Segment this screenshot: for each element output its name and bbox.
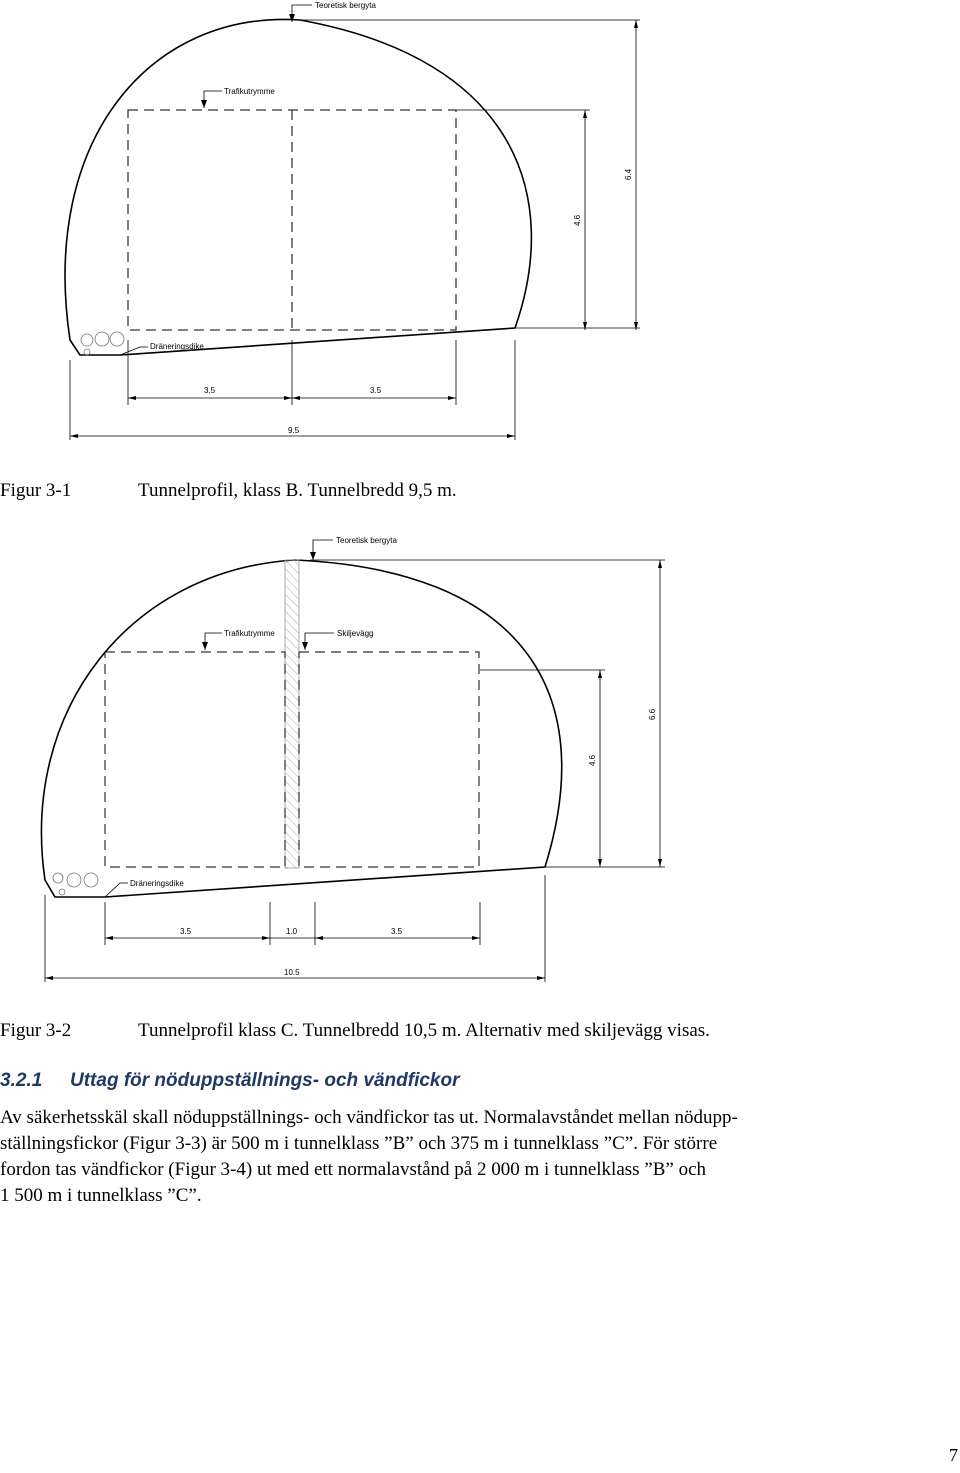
- drain-pipe-icon: [110, 332, 124, 346]
- figure1-caption-text: Tunnelprofil, klass B. Tunnelbredd 9,5 m.: [138, 480, 457, 501]
- drain-pipe-icon: [59, 889, 65, 895]
- dim-lane-left: 3.5: [180, 927, 192, 936]
- dim-height-total: 6.6: [648, 708, 657, 720]
- tunnel-outline: [65, 19, 531, 355]
- dim-height-traffic: 4.6: [573, 214, 582, 226]
- label-drainage: Dräneringsdike: [130, 879, 184, 888]
- dim-height-traffic: 4.6: [588, 754, 597, 766]
- section-number: 3.2.1: [0, 1070, 43, 1091]
- label-traffic-space: Trafikutrymme: [224, 629, 275, 638]
- paragraph-line: ställningsfickor (Figur 3-3) är 500 m i tunnelklass ”B” och 375 m i tunnelklass ”C”. För större: [0, 1133, 718, 1154]
- figure-tunnel-profile-class-b: [0, 0, 960, 450]
- section-heading: [0, 1070, 460, 1092]
- tunnel-outline: [41, 560, 561, 897]
- section-title: Uttag för nöduppställnings- och vändfickor: [70, 1070, 460, 1091]
- label-rock-surface: Teoretisk bergyta: [315, 1, 376, 10]
- partition-wall: [285, 560, 299, 868]
- paragraph-line: Av säkerhetsskäl skall nöduppställnings- och vändfickor tas ut. Normalavståndet mellan nödupp-: [0, 1107, 738, 1128]
- figure2-caption-text: Tunnelprofil klass C. Tunnelbredd 10,5 m. Alternativ med skiljevägg visas.: [138, 1020, 710, 1041]
- dim-lane-left: 3.5: [204, 386, 216, 395]
- drain-pipe-icon: [84, 349, 90, 355]
- dim-total-width: 10.5: [284, 968, 300, 977]
- section-paragraph: [0, 1105, 960, 1209]
- drain-pipe-icon: [84, 873, 98, 887]
- page-number: 7: [949, 1445, 958, 1465]
- dim-total-width: 9.5: [288, 426, 300, 435]
- drain-pipe-icon: [67, 873, 81, 887]
- traffic-space-box-right: [299, 652, 479, 867]
- paragraph-line: 1 500 m i tunnelklass ”C”.: [0, 1185, 202, 1206]
- dim-lane-right: 3.5: [391, 927, 403, 936]
- label-partition: Skiljevägg: [337, 629, 374, 638]
- dim-height-total: 6.4: [624, 168, 633, 180]
- drain-pipe-icon: [53, 873, 63, 883]
- dim-lane-right: 3.5: [370, 386, 382, 395]
- paragraph-line: fordon tas vändfickor (Figur 3-4) ut med ett normalavstånd på 2 000 m i tunnelklass ”B” och: [0, 1159, 707, 1180]
- traffic-space-box-left: [105, 652, 285, 867]
- label-rock-surface: Teoretisk bergyta: [336, 536, 397, 545]
- figure2-caption-number: Figur 3-2: [0, 1020, 72, 1041]
- label-traffic-space: Trafikutrymme: [224, 87, 275, 96]
- figure-tunnel-profile-class-c: [0, 530, 960, 990]
- drain-pipe-icon: [95, 332, 109, 346]
- label-drainage: Dräneringsdike: [150, 342, 204, 351]
- figure1-caption-number: Figur 3-1: [0, 480, 72, 501]
- drain-pipe-icon: [81, 334, 93, 346]
- dim-partition-width: 1.0: [286, 927, 298, 936]
